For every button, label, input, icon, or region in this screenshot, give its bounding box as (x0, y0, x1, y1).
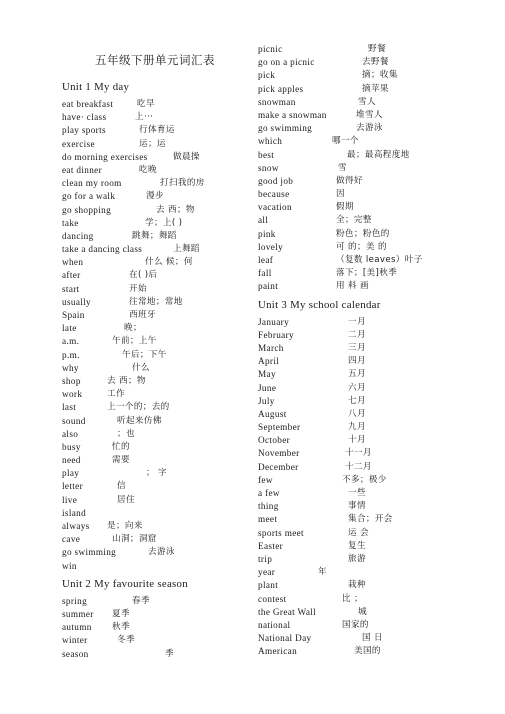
vocab-english: thing (258, 501, 279, 512)
vocab-chinese: 听起来仿佛 (117, 415, 162, 426)
vocab-english: the Great Wall (258, 606, 317, 617)
vocab-entry (258, 566, 458, 579)
vocab-chinese: 什么 候；何 (145, 257, 193, 268)
vocab-chinese: 堆雪人 (356, 109, 383, 120)
vocab-chinese: 十二月 (345, 461, 372, 472)
vocab-english: April (258, 356, 280, 367)
vocab-entry (62, 621, 242, 634)
vocab-entry (62, 415, 242, 428)
vocab-chinese: 午后；下午 (122, 349, 167, 360)
vocab-chinese: 需要 (112, 455, 130, 466)
vocab-chinese: 可 的；美 的 (336, 241, 387, 252)
vocab-chinese: 事情 (348, 501, 366, 512)
vocab-chinese: 打扫我的房 (160, 178, 205, 189)
vocab-entry (258, 316, 458, 329)
vocab-english: go swimming (62, 547, 117, 558)
vocab-english: also (62, 428, 79, 439)
vocab-chinese: 运；运 (139, 138, 166, 149)
vocab-english: always (62, 521, 90, 531)
vocab-entry (258, 474, 458, 487)
vocab-english: make a snowman (258, 109, 327, 120)
vocab-chinese: 做得好 (336, 175, 363, 186)
vocab-chinese: 工作 (107, 389, 125, 400)
vocab-chinese: 六月 (348, 382, 366, 393)
vocab-english: a few (258, 488, 280, 498)
vocab-chinese: 居住 (117, 494, 135, 505)
vocab-english: few (258, 474, 273, 485)
vocab-chinese: 往常地；常地 (129, 296, 183, 307)
vocab-entry (62, 533, 242, 546)
vocab-chinese: 做晨操 (173, 151, 200, 162)
vocab-chinese: 十一月 (345, 448, 372, 459)
vocab-entry (62, 164, 242, 177)
vocab-english: go on a picnic (258, 57, 315, 68)
vocab-english: March (258, 342, 284, 353)
vocab-english: island (62, 507, 87, 518)
vocab-chinese: 上一个的；去的 (107, 402, 170, 413)
vocab-english: start (62, 283, 80, 294)
vocab-entry (258, 500, 458, 513)
vocab-chinese: 去 西；物 (107, 375, 146, 386)
vocab-english: take a dancing class (62, 244, 143, 255)
vocab-english: autumn (62, 622, 92, 633)
vocab-entry (258, 645, 458, 658)
vocab-english: eat dinner (62, 164, 102, 175)
vocab-english: best (258, 149, 275, 160)
vocab-entry (258, 606, 458, 619)
vocab-entry (258, 368, 458, 381)
vocab-chinese: 夏季 (112, 608, 130, 619)
vocab-chinese: 一些 (348, 488, 366, 498)
vocab-chinese: 西班牙 (129, 310, 156, 320)
vocab-chinese: 去 西；物 (156, 204, 195, 215)
vocab-chinese: 三月 (348, 342, 366, 353)
vocab-entry (62, 296, 242, 309)
vocab-entry (258, 135, 458, 148)
vocab-entry (62, 520, 242, 533)
vocab-chinese: 用 料 画 (336, 281, 369, 292)
vocab-chinese: 去野餐 (362, 57, 389, 68)
vocab-chinese: 什么 (132, 362, 150, 373)
vocab-english: contest (258, 593, 287, 604)
vocab-entry (258, 122, 458, 135)
vocab-english: go shopping (62, 204, 112, 215)
vocab-entry (258, 83, 458, 96)
vocab-entry (258, 43, 458, 56)
vocab-english: because (258, 189, 290, 200)
vocab-entry (62, 230, 242, 243)
unit-heading: Unit 2 My favourite season (62, 577, 188, 590)
vocab-english: June (258, 382, 277, 393)
vocab-english: July (258, 395, 275, 406)
vocab-english: exercise (62, 138, 95, 149)
vocab-entry (62, 98, 242, 111)
vocab-chinese: 午前；上午 (112, 336, 157, 347)
vocab-english: January (258, 316, 290, 327)
vocab-chinese: 运 会 (348, 527, 369, 538)
vocab-english: usually (62, 296, 91, 307)
vocab-entry (258, 513, 458, 526)
vocab-english: October (258, 435, 291, 446)
vocab-entry (62, 217, 242, 230)
vocab-entry (62, 256, 242, 269)
vocab-english: May (258, 369, 276, 380)
vocab-entry (62, 362, 242, 375)
vocab-chinese: 五月 (348, 369, 366, 380)
vocab-chinese: 不多；极少 (342, 474, 387, 485)
vocab-entry (62, 269, 242, 282)
vocab-entry (258, 527, 458, 540)
vocab-english: all (258, 215, 269, 226)
vocab-chinese: 是；向来 (107, 521, 143, 531)
vocab-english: year (258, 567, 276, 578)
vocab-entry (258, 632, 458, 645)
vocab-entry (62, 138, 242, 151)
vocab-entry (258, 395, 458, 408)
vocab-chinese: （复数 leaves）叶子 (336, 255, 423, 265)
unit-heading: Unit 1 My day (62, 81, 130, 93)
vocab-entry (62, 151, 242, 164)
vocab-chinese: 集合；开会 (348, 514, 393, 525)
vocab-english: pick (258, 70, 276, 81)
vocab-english: play sports (62, 125, 106, 136)
vocab-english: December (258, 461, 299, 472)
vocab-chinese: 漫步 (146, 191, 164, 202)
vocab-english: vacation (258, 202, 292, 213)
vocab-chinese: 最；最高程度地 (347, 149, 410, 160)
vocab-english: busy (62, 441, 81, 452)
vocab-entry (258, 487, 458, 500)
vocab-english: p.m. (62, 349, 80, 360)
vocab-chinese: 八月 (348, 408, 366, 419)
vocab-english: season (62, 648, 89, 659)
vocab-english: dancing (62, 230, 94, 241)
vocab-chinese: 国 日 (362, 633, 383, 644)
vocab-entry (258, 214, 458, 227)
vocab-chinese: 假期 (336, 202, 354, 213)
vocab-entry (258, 342, 458, 355)
vocab-entry (62, 375, 242, 388)
vocab-english: February (258, 329, 294, 340)
vocab-chinese: 上舞蹈 (173, 244, 200, 255)
vocab-chinese: 野餐 (368, 44, 386, 54)
vocab-entry (62, 204, 242, 217)
vocab-english: lovely (258, 241, 284, 252)
vocab-chinese: 吃晚 (139, 164, 157, 175)
vocab-entry (62, 608, 242, 621)
vocab-entry (62, 595, 242, 608)
vocab-entry (258, 188, 458, 201)
unit-heading: Unit 3 My school calendar (258, 298, 381, 311)
vocab-chinese: 美国的 (354, 646, 381, 657)
vocab-chinese: 忙的 (112, 441, 130, 452)
vocab-entry (62, 467, 242, 480)
vocab-english: a.m. (62, 336, 80, 347)
vocab-chinese: 晚； (124, 323, 142, 334)
vocab-entry (258, 267, 458, 280)
vocab-chinese: ； 字 (146, 468, 167, 479)
vocab-entry (62, 283, 242, 296)
vocab-entry (62, 441, 242, 454)
vocab-english: do morning exercises (62, 151, 148, 162)
vocab-chinese: 学；上( ) (145, 217, 183, 228)
vocab-english: American (258, 646, 298, 657)
vocab-chinese: 一月 (348, 316, 366, 327)
vocab-entry (62, 124, 242, 137)
vocab-english: trip (258, 553, 273, 564)
vocab-chinese: 粉色；粉色的 (336, 228, 390, 239)
vocab-english: snow (258, 162, 279, 173)
vocab-entry (62, 494, 242, 507)
vocab-english: need (62, 455, 81, 466)
vocab-entry (62, 309, 242, 322)
vocab-english: have· class (62, 112, 107, 123)
vocab-chinese: 开始 (129, 283, 147, 294)
vocab-chinese: 栽种 (348, 580, 366, 591)
vocab-chinese: 摘；收集 (362, 70, 398, 81)
vocab-entry (258, 280, 458, 293)
vocab-chinese: 雪人 (358, 96, 376, 107)
vocab-chinese: 十月 (348, 435, 366, 446)
vocab-english: shop (62, 375, 81, 386)
vocab-chinese: 春季 (132, 595, 150, 606)
vocab-english: go swimming (258, 123, 313, 134)
vocab-entry (62, 190, 242, 203)
vocab-chinese: 落下；[美]秋季 (336, 268, 398, 279)
vocab-english: pick apples (258, 83, 304, 94)
vocab-chinese: 城 (358, 606, 367, 617)
vocab-english: why (62, 362, 79, 373)
vocab-chinese: 旅游 (348, 553, 366, 564)
vocab-entry (258, 69, 458, 82)
vocab-entry (62, 648, 242, 661)
vocab-chinese: 复生 (348, 540, 366, 551)
vocab-english: go for a walk (62, 191, 116, 202)
vocab-chinese: 秋季 (112, 622, 130, 633)
vocab-entry (258, 408, 458, 421)
vocab-english: sports meet (258, 527, 304, 538)
left-column (62, 76, 242, 661)
vocab-entry (258, 540, 458, 553)
vocab-english: picnic (258, 44, 283, 54)
vocab-english: when (62, 257, 84, 268)
vocab-english: which (258, 136, 283, 147)
vocab-chinese: 信 (117, 481, 126, 492)
vocab-english: clean my room (62, 178, 122, 189)
vocab-chinese: 哪一个 (332, 136, 359, 147)
vocab-chinese: 七月 (348, 395, 366, 406)
vocab-entry (62, 177, 242, 190)
vocab-entry (62, 243, 242, 256)
vocab-english: snowman (258, 96, 296, 107)
vocab-entry (62, 401, 242, 414)
vocab-entry (258, 162, 458, 175)
vocab-english: August (258, 408, 287, 419)
vocab-entry (62, 454, 242, 467)
vocab-chinese: 去游泳 (148, 547, 175, 558)
vocab-english: after (62, 270, 81, 281)
vocab-entry (258, 149, 458, 162)
vocab-chinese: ；也 (117, 428, 135, 439)
vocab-entry (258, 421, 458, 434)
vocab-chinese: 因 (336, 189, 345, 200)
vocab-entry (258, 382, 458, 395)
vocab-english: plant (258, 580, 279, 591)
vocab-entry (62, 335, 242, 348)
vocab-entry (258, 355, 458, 368)
vocab-chinese: 吃早 (137, 99, 155, 109)
vocab-entry (62, 480, 242, 493)
vocab-entry (62, 349, 242, 362)
vocab-entry (258, 201, 458, 214)
vocab-entry (62, 634, 242, 647)
vocab-chinese: 行体育运 (139, 125, 175, 136)
vocab-english: fall (258, 268, 272, 279)
vocab-entry (258, 619, 458, 632)
vocab-chinese: 摘苹果 (362, 83, 389, 94)
vocab-english: Easter (258, 540, 284, 551)
vocab-english: win (62, 560, 77, 571)
vocab-english: work (62, 389, 83, 400)
vocab-entry (258, 329, 458, 342)
vocab-english: winter (62, 635, 88, 646)
vocab-entry (258, 228, 458, 241)
vocab-chinese: 雪 (338, 162, 347, 173)
vocab-english: summer (62, 608, 94, 619)
vocab-english: national (258, 619, 291, 630)
vocab-english: spring (62, 595, 88, 606)
vocab-chinese: 年 (318, 567, 327, 578)
vocab-entry (258, 241, 458, 254)
vocab-english: cave (62, 534, 81, 545)
vocab-english: live (62, 494, 78, 505)
vocab-entry (258, 461, 458, 474)
vocab-chinese: 山洞；洞窟 (112, 534, 157, 545)
vocab-english: take (62, 217, 79, 228)
vocab-entry (258, 175, 458, 188)
vocab-chinese: 上··· (135, 112, 154, 123)
vocab-chinese: 九月 (348, 422, 366, 433)
vocab-entry (62, 388, 242, 401)
vocab-chinese: 全；完整 (336, 215, 372, 226)
vocab-english: last (62, 402, 77, 413)
vocab-english: meet (258, 514, 278, 525)
vocab-chinese: 冬季 (117, 635, 135, 646)
vocab-english: National Day (258, 633, 312, 644)
vocab-english: Spain (62, 310, 85, 320)
vocab-entry (258, 553, 458, 566)
vocab-english: letter (62, 481, 83, 492)
vocab-entry (258, 579, 458, 592)
vocab-english: eat breakfast (62, 99, 114, 109)
vocab-chinese: 跳舞；舞蹈 (132, 230, 177, 241)
vocab-entry (62, 111, 242, 124)
vocab-english: paint (258, 281, 279, 292)
vocab-entry (62, 560, 242, 573)
vocab-chinese: 比 ； (342, 593, 363, 604)
vocab-entry (258, 593, 458, 606)
right-column (258, 43, 458, 658)
vocab-english: late (62, 323, 77, 334)
vocab-entry (258, 56, 458, 69)
vocab-entry (62, 322, 242, 335)
vocab-entry (62, 546, 242, 559)
vocab-english: play (62, 468, 80, 479)
vocab-entry (258, 96, 458, 109)
vocab-entry (258, 447, 458, 460)
vocab-entry (62, 507, 242, 520)
vocab-chinese: 季 (165, 648, 174, 659)
vocab-chinese: 去游泳 (356, 123, 383, 134)
vocab-english: November (258, 448, 300, 459)
vocab-english: September (258, 422, 301, 433)
vocab-entry (62, 428, 242, 441)
vocab-chinese: 在( )后 (129, 270, 158, 281)
vocab-chinese: 四月 (348, 356, 366, 367)
vocab-english: good job (258, 175, 294, 186)
document-title: 五年级下册单元词汇表 (95, 55, 215, 67)
vocab-english: sound (62, 415, 86, 426)
vocab-entry (258, 434, 458, 447)
vocab-entry (258, 254, 458, 267)
vocab-chinese: 二月 (348, 329, 366, 340)
vocab-english: leaf (258, 255, 274, 265)
vocab-entry (258, 109, 458, 122)
vocab-english: pink (258, 228, 276, 239)
vocab-chinese: 国家的 (342, 619, 369, 630)
